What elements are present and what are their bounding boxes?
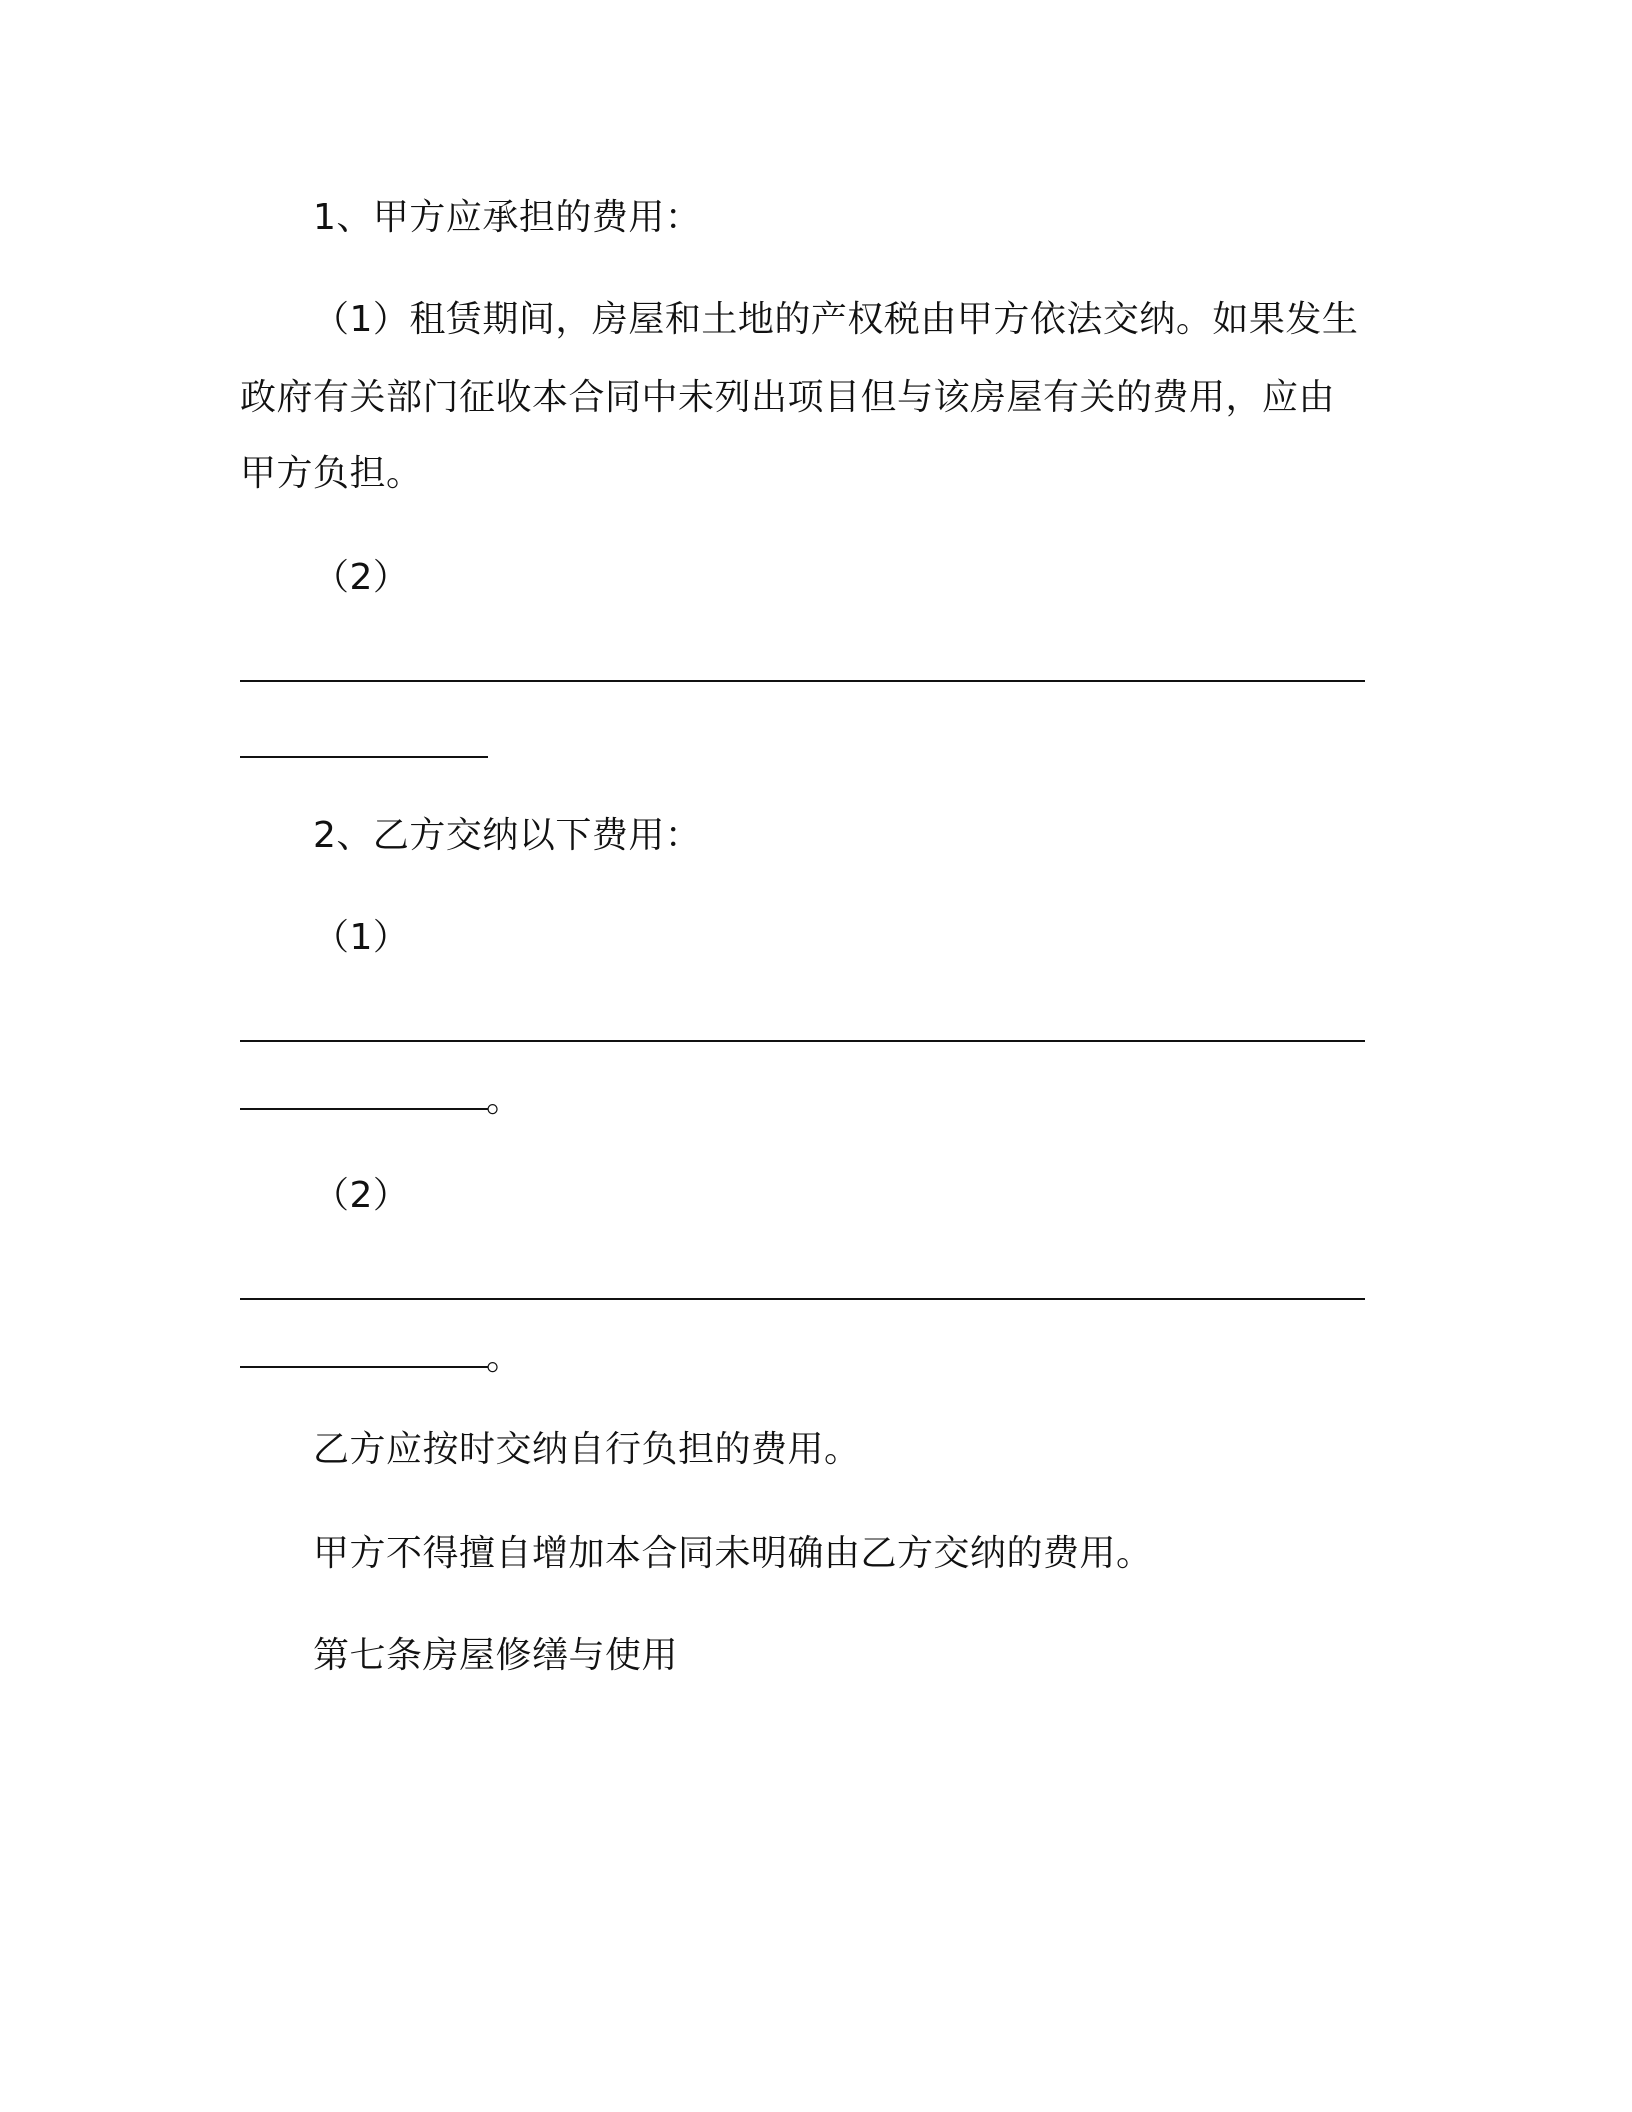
section2-heading: 2、乙方交纳以下费用： [313,815,702,856]
period-mark: 。 [486,1079,523,1120]
section1-heading: 1、甲方应承担的费用： [313,197,702,238]
blank-line [240,1108,488,1110]
blank-line [240,1366,488,1368]
section1-item1-line1: （1）租赁期间，房屋和土地的产权税由甲方依法交纳。如果发生 [313,299,1359,340]
article7-heading: 第七条房屋修缮与使用 [313,1635,679,1676]
section1-item2-label: （2） [313,557,410,598]
period-mark: 。 [486,1337,523,1378]
section1-item1-line2: 政府有关部门征收本合同中未列出项目但与该房屋有关的费用，应由 [240,377,1336,418]
landlord-restriction-paragraph: 甲方不得擅自增加本合同未明确由乙方交纳的费用。 [313,1533,1153,1574]
section2-item1-label: （1） [313,917,410,958]
section1-item1-line3: 甲方负担。 [240,453,423,494]
blank-line [240,756,488,758]
section2-item2-label: （2） [313,1175,410,1216]
blank-line [240,1040,1365,1042]
blank-line [240,1298,1365,1300]
blank-line [240,680,1365,682]
tenant-payment-paragraph: 乙方应按时交纳自行负担的费用。 [313,1429,861,1470]
